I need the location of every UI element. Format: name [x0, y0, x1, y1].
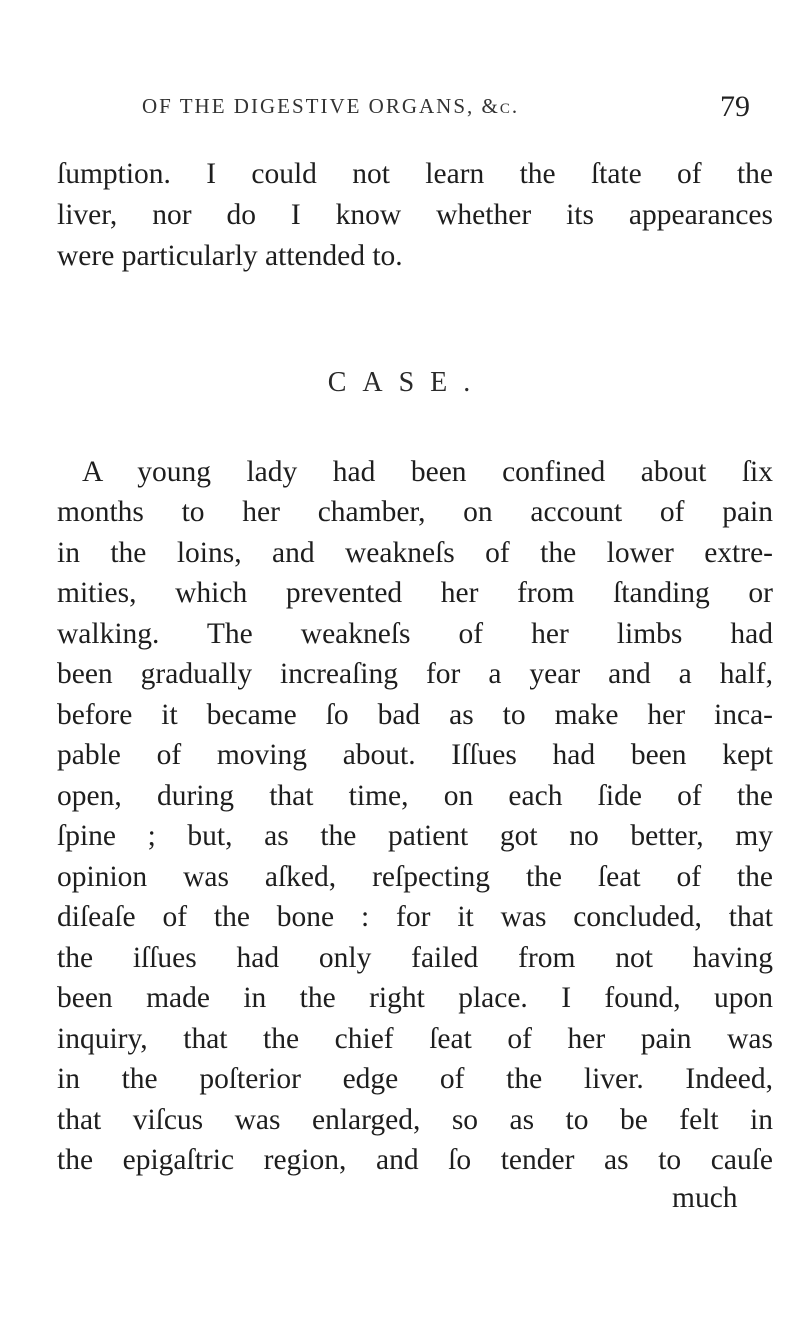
- text-line: before it became ſo bad as to make her inca-: [57, 699, 773, 731]
- text-line: liver, nor do I know whether its appearances: [57, 199, 773, 231]
- text-line: inquiry, that the chief ſeat of her pain was: [57, 1023, 773, 1055]
- catchword: much: [672, 1182, 738, 1214]
- running-title: OF THE DIGESTIVE ORGANS, &c.: [142, 94, 520, 118]
- text-line: mities, which prevented her from ſtanding or: [57, 577, 773, 609]
- text-line: ſpine ; but, as the patient got no better, my: [57, 820, 773, 852]
- text-line: pable of moving about. Iſſues had been kept: [57, 739, 773, 771]
- running-head: [0, 90, 800, 134]
- section-heading: CASE.: [327, 367, 487, 398]
- text-line: open, during that time, on each ſide of the: [57, 780, 773, 812]
- text-line: in the loins, and weakneſs of the lower extre-: [57, 537, 773, 569]
- text-line: been gradually increaſing for a year and a half,: [57, 658, 773, 690]
- text-line: ſumption. I could not learn the ſtate of the: [57, 158, 773, 190]
- text-line: that viſcus was enlarged, so as to be felt in: [57, 1104, 773, 1136]
- text-line: opinion was aſked, reſpecting the ſeat of the: [57, 861, 773, 893]
- text-line: months to her chamber, on account of pain: [57, 496, 773, 528]
- text-line: the epigaſtric region, and ſo tender as to cauſe: [57, 1144, 773, 1176]
- text-line: diſeaſe of the bone : for it was concluded, that: [57, 901, 773, 933]
- text-line: the iſſues had only failed from not having: [57, 942, 773, 974]
- text-line: were particularly attended to.: [57, 240, 403, 272]
- page-number: 79: [720, 90, 750, 123]
- text-line: been made in the right place. I found, upon: [57, 982, 773, 1014]
- text-line: walking. The weakneſs of her limbs had: [57, 618, 773, 650]
- text-line: in the poſterior edge of the liver. Indeed,: [57, 1063, 773, 1095]
- text-line: A young lady had been confined about ſix: [82, 456, 773, 488]
